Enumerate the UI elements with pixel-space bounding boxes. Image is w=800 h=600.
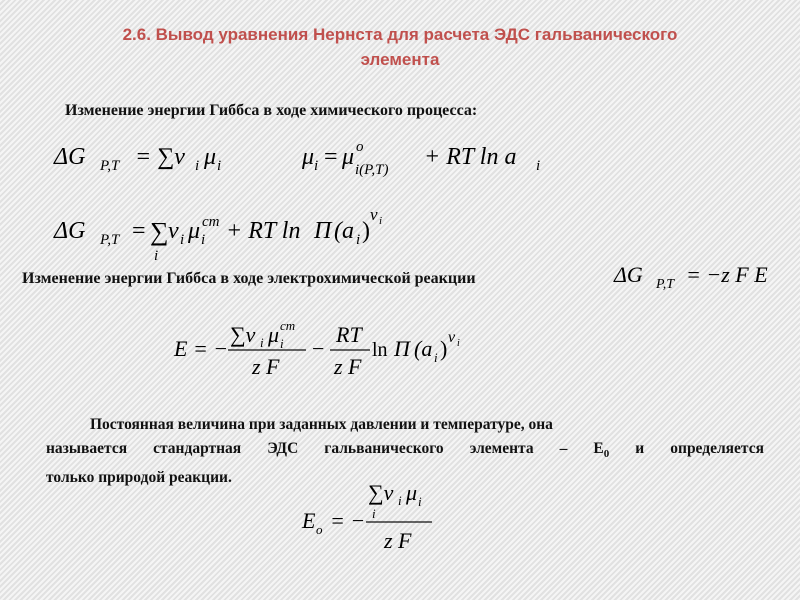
f3-lhs-sub: P,T [100, 232, 120, 248]
f3-plus-rtln: + RT ln [226, 218, 301, 244]
f1-mu-sub: i [217, 158, 222, 174]
f1-lhs-sub: P,T [100, 158, 120, 174]
para-line-2 [46, 437, 764, 466]
f5-pi: Π [394, 336, 410, 361]
formula-emf-expression [172, 312, 492, 384]
f5-ln: ln [372, 339, 388, 361]
f3-nu: ν [168, 218, 179, 244]
f3-pow: ν [370, 205, 378, 224]
f1-mu: μ [204, 144, 217, 170]
f5-minus: − [312, 336, 325, 361]
f5-a-sub: i [434, 350, 438, 365]
f6-num-sub: i [398, 493, 402, 508]
formula-gibbs-emf [610, 256, 780, 296]
title-line-1: 2.6. Вывод уравнения Нернста для расчета ЭДС гальванического [122, 25, 678, 44]
f1-rhs: = ∑ν [135, 144, 185, 170]
f1-nu-sub: i [195, 158, 200, 174]
f6-eq: = − [330, 508, 366, 533]
f4-lhs: ΔG [614, 262, 643, 287]
f3-close: ) [362, 218, 370, 244]
f3-sum: ∑ [150, 217, 169, 246]
para-e0-sub: 0 [603, 448, 610, 461]
f3-a-sub: i [356, 232, 361, 248]
f5-num1-sub: i [260, 335, 264, 350]
slide-title [60, 22, 740, 72]
f6-num-mu-sub: i [418, 494, 422, 509]
f5-num1-mu-sup: cm [280, 318, 296, 333]
f5-num1-mu: μ [268, 322, 280, 347]
f3-mu-sup: cm [202, 214, 220, 230]
f5-lhs: E = − [174, 336, 229, 361]
para-line-3: только природой реакции. [46, 469, 232, 487]
f3-mu: μ [188, 218, 201, 244]
f2-plus-rtln: + RT ln a [424, 144, 517, 170]
f5-num2: RT [336, 322, 362, 347]
f3-a: (a [334, 218, 354, 244]
f2-mu: μ [302, 144, 315, 170]
f6-num-mu: μ [406, 480, 418, 505]
f2-mu0: μ [342, 144, 355, 170]
f2-a-sub: i [536, 158, 541, 174]
f3-pi: Π [314, 218, 332, 244]
f3-eq: = [132, 218, 146, 244]
f6-den: z F [384, 528, 412, 553]
f5-den1: z F [252, 354, 280, 379]
f3-nu-sub: i [180, 232, 185, 248]
f6-lhs-sub: o [316, 522, 323, 537]
f2-mu-sub: i [314, 158, 319, 174]
f4-rhs: = −z F E [686, 262, 768, 287]
f2-mu0-sub: i(P,T) [355, 162, 389, 178]
f5-num1: ∑ν [230, 322, 256, 347]
f2-mu0-sup: o [356, 139, 364, 155]
f2-eq: = [324, 144, 338, 170]
formula-chemical-potential [300, 136, 570, 182]
f6-num-under: i [372, 506, 376, 521]
subheading-chemical-process: Изменение энергии Гиббса в ходе химического процесса: [65, 102, 478, 119]
formula-standard-emf [300, 478, 450, 558]
title-line-2: элемента [360, 50, 440, 69]
f1-lhs: ΔG [54, 144, 86, 170]
f3-lhs: ΔG [54, 218, 86, 244]
f3-sum-sub: i [154, 248, 159, 264]
f5-pow: ν [448, 329, 456, 346]
para-line-1: Постоянная величина при заданных давлении и температуре, она [90, 416, 553, 433]
para-line-2-before: называется стандартная ЭДС гальванического элемента – Е [46, 440, 604, 457]
subheading-electrochemical: Изменение энергии Гиббса в ходе электрохимической реакции [22, 270, 476, 287]
f5-close: ) [440, 336, 448, 361]
f6-num: ∑ν [368, 480, 394, 505]
para-line-2-after: и определяется [609, 440, 764, 457]
formula-gibbs-expanded [50, 206, 390, 268]
f5-a: (a [414, 336, 433, 361]
f5-num1-mu-sub: i [280, 336, 284, 351]
f5-den2: z F [334, 354, 362, 379]
f4-lhs-sub: P,T [656, 277, 675, 292]
formula-gibbs-sum [50, 138, 250, 178]
f6-lhs: E [302, 508, 316, 533]
f3-pow-sub: i [379, 215, 383, 227]
f3-mu-sub: i [201, 232, 206, 248]
f5-pow-sub: i [457, 338, 460, 349]
